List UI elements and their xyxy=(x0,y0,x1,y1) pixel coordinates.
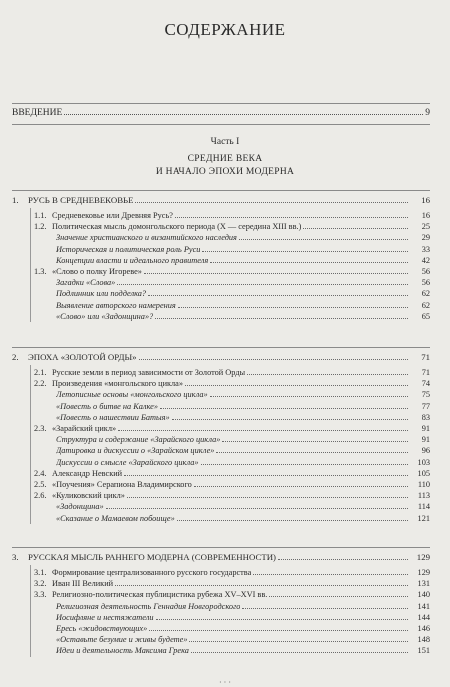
toc-chapter-3[interactable] xyxy=(12,552,430,563)
leader-dots xyxy=(210,395,408,397)
leader-dots xyxy=(148,294,408,296)
subsection-title: «Повесть о нашествии Батыя» xyxy=(56,412,170,422)
toc-subsection[interactable] xyxy=(56,244,430,255)
leader-dots xyxy=(303,227,408,229)
entry-page: 96 xyxy=(421,446,430,456)
entry-page: 16 xyxy=(421,211,430,220)
leader-dots xyxy=(189,640,408,642)
entry-page: 74 xyxy=(421,379,430,389)
section-indent-line xyxy=(30,208,31,322)
subsection-title: Идеи и деятельность Максима Грека xyxy=(56,646,189,656)
chapter-number: 3. xyxy=(12,552,19,562)
toc-subsection[interactable] xyxy=(56,501,430,512)
toc-section[interactable] xyxy=(34,490,430,501)
subsection-title: Выявление авторского намерения xyxy=(56,300,176,310)
toc-subsection[interactable] xyxy=(56,601,430,612)
leader-dots xyxy=(115,584,408,586)
leader-dots xyxy=(278,558,408,560)
entry-page: 91 xyxy=(421,424,430,433)
toc-subsection[interactable] xyxy=(56,634,430,645)
entry-page: 144 xyxy=(417,612,430,622)
section-number: 2.3. xyxy=(34,424,47,433)
toc-subsection[interactable] xyxy=(56,412,430,423)
toc-subsection[interactable] xyxy=(56,401,430,412)
leader-dots xyxy=(216,451,408,453)
subsection-title: Ересь «жидовствующих» xyxy=(56,624,148,633)
leader-dots xyxy=(175,216,408,218)
subsection-title: «Оставьте безумие и живы будете» xyxy=(56,635,188,645)
leader-dots xyxy=(156,618,408,620)
toc-subsection[interactable] xyxy=(56,623,430,634)
subsection-title: Структура и содержание «Зарайского цикла» xyxy=(56,435,221,445)
toc-subsection[interactable] xyxy=(56,288,430,299)
leader-dots xyxy=(139,358,408,360)
section-number: 3.3. xyxy=(34,590,47,600)
entry-page: 103 xyxy=(417,457,430,467)
entry-page: 56 xyxy=(421,278,430,288)
subsection-title: Историческая и политическая роль Руси xyxy=(56,244,201,254)
toc-section[interactable] xyxy=(34,221,430,232)
section-indent-line xyxy=(30,565,31,657)
toc-section[interactable] xyxy=(34,367,430,378)
entry-page: 141 xyxy=(417,601,430,611)
chapter-divider xyxy=(12,547,430,548)
entry-page: 105 xyxy=(417,468,430,478)
chapter-title: ЭПОХА «ЗОЛОТОЙ ОРДЫ» xyxy=(28,352,137,362)
subsection-title: «Слово» или «Задонщина»? xyxy=(56,311,154,321)
toc-subsection[interactable] xyxy=(56,645,430,656)
section-title: «Слово о полку Игореве» xyxy=(52,267,142,276)
entry-page: 83 xyxy=(421,412,430,422)
section-title: Религиозно-политическая публицистика рубежа XV–XVI вв. xyxy=(52,590,268,600)
section-number: 2.4. xyxy=(34,468,47,478)
entry-page: 121 xyxy=(417,513,430,523)
part-title-line1: СРЕДНИЕ ВЕКА xyxy=(187,154,263,164)
leader-dots xyxy=(135,201,408,203)
leader-dots xyxy=(117,283,408,285)
toc-chapter-1[interactable] xyxy=(12,195,430,206)
chapter-divider xyxy=(12,347,430,348)
entry-page: 62 xyxy=(421,289,430,299)
leader-dots xyxy=(185,384,408,386)
section-title: Политическая мысль домонгольского периода (X — середина XIII вв.) xyxy=(52,222,302,232)
entry-page: 56 xyxy=(421,267,430,276)
leader-dots xyxy=(201,463,408,465)
section-title: Произведения «монгольского цикла» xyxy=(52,379,184,389)
chapter-title: РУССКАЯ МЫСЛЬ РАННЕГО МОДЕРНА (СОВРЕМЕННОСТИ) xyxy=(28,552,276,562)
toc-subsection[interactable] xyxy=(56,300,430,311)
leader-dots xyxy=(106,507,408,509)
section-number: 2.6. xyxy=(34,491,47,501)
page-footer: · · · xyxy=(219,678,231,687)
subsection-title: Иосифляне и нестяжатели xyxy=(56,612,154,622)
toc-section[interactable] xyxy=(34,210,430,221)
leader-dots xyxy=(155,317,408,319)
entry-page: 114 xyxy=(417,502,430,512)
part-number: Часть I xyxy=(210,137,240,147)
entry-page: 148 xyxy=(417,635,430,645)
section-number: 1.2. xyxy=(34,222,47,232)
entry-page: 75 xyxy=(421,390,430,400)
section-number: 2.2. xyxy=(34,379,47,389)
section-number: 3.2. xyxy=(34,579,47,589)
entry-page: 71 xyxy=(421,368,430,377)
section-title: «Поучения» Серапиона Владимирского xyxy=(52,480,192,489)
chapter-title: РУСЬ В СРЕДНЕВЕКОВЬЕ xyxy=(28,195,134,205)
entry-page: 62 xyxy=(421,300,430,310)
toc-section[interactable] xyxy=(34,578,430,589)
subsection-title: Датировка и дискуссии о «Зарайском цикле» xyxy=(56,446,215,456)
toc-subsection[interactable] xyxy=(56,457,430,468)
leader-dots xyxy=(118,429,408,431)
section-number: 2.1. xyxy=(34,368,47,377)
section-number: 1.3. xyxy=(34,267,47,276)
toc-section[interactable] xyxy=(34,567,430,578)
leader-dots xyxy=(222,440,408,442)
subsection-title: Дискуссии о смысле «Зарайского цикла» xyxy=(56,457,199,467)
toc-subsection[interactable] xyxy=(56,389,430,400)
toc-subsection[interactable] xyxy=(56,513,430,524)
entry-page: 110 xyxy=(417,480,430,489)
leader-dots xyxy=(149,629,408,631)
entry-page: 91 xyxy=(421,435,430,445)
toc-entry-introduction[interactable] xyxy=(12,108,430,122)
leader-dots xyxy=(178,306,408,308)
subsection-title: Подлинник или подделка? xyxy=(56,289,147,299)
toc-subsection[interactable] xyxy=(56,255,430,266)
entry-page: 25 xyxy=(421,222,430,232)
entry-page: 65 xyxy=(421,311,430,321)
section-title: «Зарайский цикл» xyxy=(52,424,117,433)
toc-section[interactable] xyxy=(34,378,430,389)
toc-chapter-2[interactable] xyxy=(12,352,430,363)
intro-label: ВВЕДЕНИЕ xyxy=(12,108,63,118)
section-number: 2.5. xyxy=(34,480,47,489)
leader-dots xyxy=(247,373,408,375)
toc-subsection[interactable] xyxy=(56,612,430,623)
leader-dots xyxy=(64,113,423,115)
subsection-title: Концепции власти и идеального правителя xyxy=(56,255,209,265)
subsection-title: Значение христианского и византийского наследия xyxy=(56,233,237,243)
chapter-number: 1. xyxy=(12,195,19,205)
subsection-title: «Задонщина» xyxy=(56,502,104,512)
entry-page: 77 xyxy=(421,401,430,411)
entry-page: 140 xyxy=(417,590,430,600)
section-number: 3.1. xyxy=(34,568,47,577)
toc-section[interactable] xyxy=(34,589,430,600)
leader-dots xyxy=(144,272,408,274)
leader-dots xyxy=(202,250,408,252)
chapter-number: 2. xyxy=(12,352,19,362)
leader-dots xyxy=(242,607,408,609)
section-indent-line xyxy=(30,365,31,524)
chapter-divider xyxy=(12,190,430,191)
chapter-page: 71 xyxy=(421,352,430,362)
leader-dots xyxy=(253,573,408,575)
leader-dots xyxy=(191,651,408,653)
entry-page: 113 xyxy=(417,491,430,501)
divider xyxy=(12,124,430,125)
leader-dots xyxy=(177,519,408,521)
toc-subsection[interactable] xyxy=(56,277,430,288)
entry-page: 42 xyxy=(421,255,430,265)
leader-dots xyxy=(127,496,408,498)
toc-subsection[interactable] xyxy=(56,311,430,322)
leader-dots xyxy=(210,261,408,263)
subsection-title: Религиозная деятельность Геннадия Новгородского xyxy=(56,601,241,611)
toc-section[interactable] xyxy=(34,468,430,479)
divider xyxy=(12,103,430,104)
section-title: Русские земли в период зависимости от Золотой Орды xyxy=(52,368,246,377)
entry-page: 151 xyxy=(417,646,430,656)
entry-page: 146 xyxy=(417,624,430,633)
leader-dots xyxy=(194,485,408,487)
leader-dots xyxy=(124,474,408,476)
subsection-title: Летописные основы «монгольского цикла» xyxy=(56,390,208,400)
toc-section[interactable] xyxy=(34,423,430,434)
subsection-title: Загадки «Слова» xyxy=(56,278,116,288)
page-title: СОДЕРЖАНИЕ xyxy=(164,20,286,39)
chapter-page: 16 xyxy=(421,195,430,205)
toc-subsection[interactable] xyxy=(56,434,430,445)
entry-page: 29 xyxy=(421,233,430,243)
entry-page: 33 xyxy=(421,244,430,254)
toc-section[interactable] xyxy=(34,479,430,490)
intro-page: 9 xyxy=(425,108,430,118)
subsection-title: «Сказание о Мамаевом побоище» xyxy=(56,513,175,523)
toc-section[interactable] xyxy=(34,266,430,277)
section-title: Иван III Великий xyxy=(52,579,114,589)
toc-subsection[interactable] xyxy=(56,445,430,456)
section-number: 1.1. xyxy=(34,211,47,220)
chapter-page: 129 xyxy=(416,552,430,562)
entry-page: 129 xyxy=(417,568,430,577)
toc-subsection[interactable] xyxy=(56,232,430,243)
part-title-line2: И НАЧАЛО ЭПОХИ МОДЕРНА xyxy=(155,167,295,177)
leader-dots xyxy=(269,595,408,597)
section-title: Средневековье или Древняя Русь? xyxy=(52,211,173,220)
leader-dots xyxy=(172,418,408,420)
subsection-title: «Повесть о битве на Калке» xyxy=(56,401,159,411)
leader-dots xyxy=(239,238,408,240)
section-title: «Куликовский цикл» xyxy=(52,491,125,501)
leader-dots xyxy=(160,407,408,409)
section-title: Формирование централизованного русского государства xyxy=(52,568,252,577)
section-title: Александр Невский xyxy=(52,468,123,478)
entry-page: 131 xyxy=(417,579,430,589)
